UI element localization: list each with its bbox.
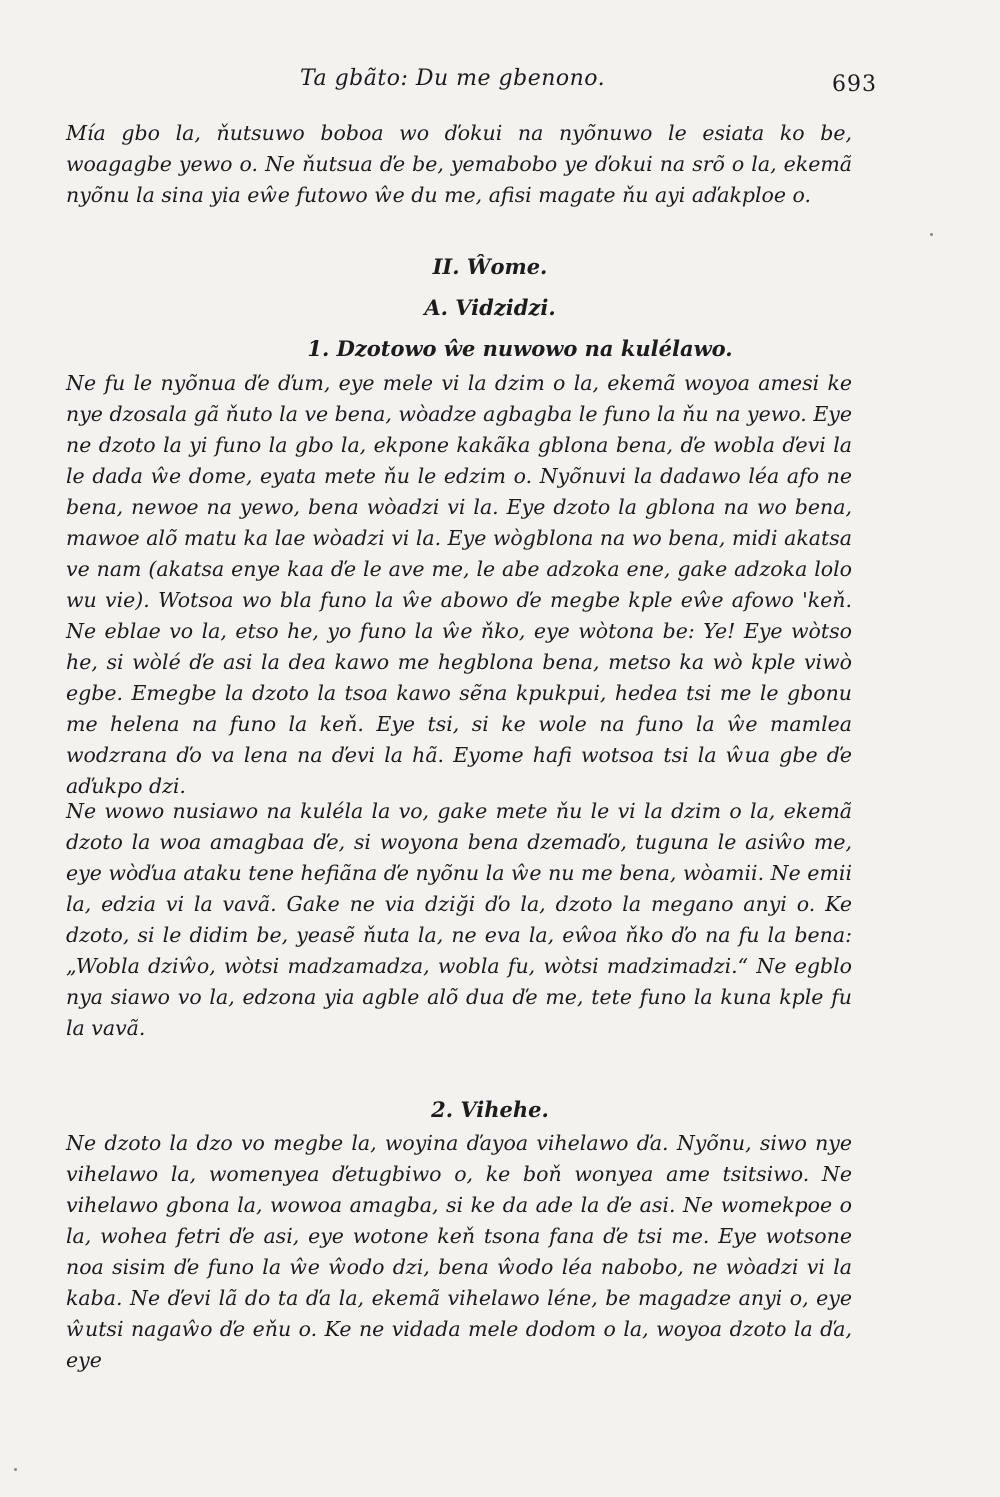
paper-speck [930, 233, 933, 236]
paragraph-body-1: Ne fu le nyõnua ďe ďum, eye mele vi la dzim o la, ekemã woyoa amesi ke nye dzosala gã ňuto la ve bena, wòadze agbagba le funo la ňu na yewo. Eye ne dzoto la yi funo la gbo la, ekpone kakãka gblona bena, ďe wobla ďevi la le dada ŵe dome, eyata mete ňu le edzim o. Nyõnuvi la dadawo léa afo ne bena, newoe na yewo, bena wòadzi vi la. Eye dzoto la gblona na wo bena, mawoe alõ matu ka lae wòadzi vi la. Eye wògblona na wo bena, midi akatsa ve nam (akatsa enye kaa ďe le ave me, le abe adzoka ene, gake adzoka lolo wu vie). Wotsoa wo bla funo la ŵe abowo ďe megbe kple eŵe afowo 'keň. Ne eblae vo la, etso he, yo funo la ŵe ňko, eye wòtona be: Ye! Eye wòtso he, si wòlé ďe asi la dea kawo me hegblona bena, metso ka wò kple viwò egbe. Emegbe la dzoto la tsoa kawo sẽna kpukpui, hedea tsi me le gbonu me helena na funo la keň. Eye tsi, si ke wole na funo la ŵe mamlea wodzrana ďo va lena na ďevi la hã. Eyome hafi wotsoa tsi la ŵua gbe ďe aďukpo dzi. [66, 371, 852, 798]
subsection-heading-2: 2. Vihehe. [431, 1097, 549, 1122]
page-number: 693 [832, 72, 877, 97]
subsection-heading-1: 1. Dzotowo ŵe nuwowo na kulélawo. [307, 336, 733, 361]
paragraph-top: Mía gbo la, ňutsuwo boboa wo ďokui na nyõnuwo le esiata ko be, woagagbe yewo o. Ne ňutsua ďe be, yemabobo ye ďokui na srõ o la, ekemã nyõnu la sina yia eŵe futowo ŵe du me, afisi magate ňu ayi aďakploe o. [66, 121, 852, 207]
paragraph-body-2: Ne wowo nusiawo na kuléla la vo, gake mete ňu le vi la dzim o la, ekemã dzoto la woa amagbaa ďe, si woyona bena dzemaďo, tuguna le asiŵo me, eye wòďua ataku tene hefiãna ďe nyõnu la ŵe nu me bena, wòamii. Ne emii la, edzia vi la vavã. Gake ne via dziği ďo la, dzoto la megano anyi o. Ke dzoto, si le didim be, yeasẽ ňuta la, ne eva la, eŵoa ňko ďo na fu la bena: „Wobla dziŵo, wòtsi madzamadza, wobla fu, wòtsi madzimadzi.“ Ne egblo nya siawo vo la, edzona yia agble alõ dua ďe me, tete funo la kuna kple fu la vavã. [66, 799, 852, 1040]
part-heading: II. Ŵome. [432, 254, 548, 279]
section-heading: A. Vidzidzi. [424, 295, 556, 320]
running-head: Ta gbãto: Du me gbenono. [300, 66, 606, 91]
paper-speck [14, 1468, 17, 1471]
paragraph-body-3: Ne dzoto la dzo vo megbe la, woyina ďayoa vihelawo ďa. Nyõnu, siwo nye vihelawo la, womenyea ďetugbiwo o, ke boň wonyea ame tsitsiwo. Ne vihelawo gbona la, wowoa amagba, si ke da ade la ďe asi. Ne womekpoe o la, wohea fetri ďe asi, eye wotone keň tsona fana ďe tsi me. Eye wotsone noa sisim ďe funo la ŵe ŵodo dzi, bena ŵodo léa nabobo, ne wòadzi vi la kaba. Ne ďevi lã do ta ďa la, ekemã vihelawo léne, be magadze anyi o, eye ŵutsi nagaŵo ďe eňu o. Ke ne vidada mele dodom o la, woyoa dzoto la ďa, eye [66, 1131, 852, 1372]
